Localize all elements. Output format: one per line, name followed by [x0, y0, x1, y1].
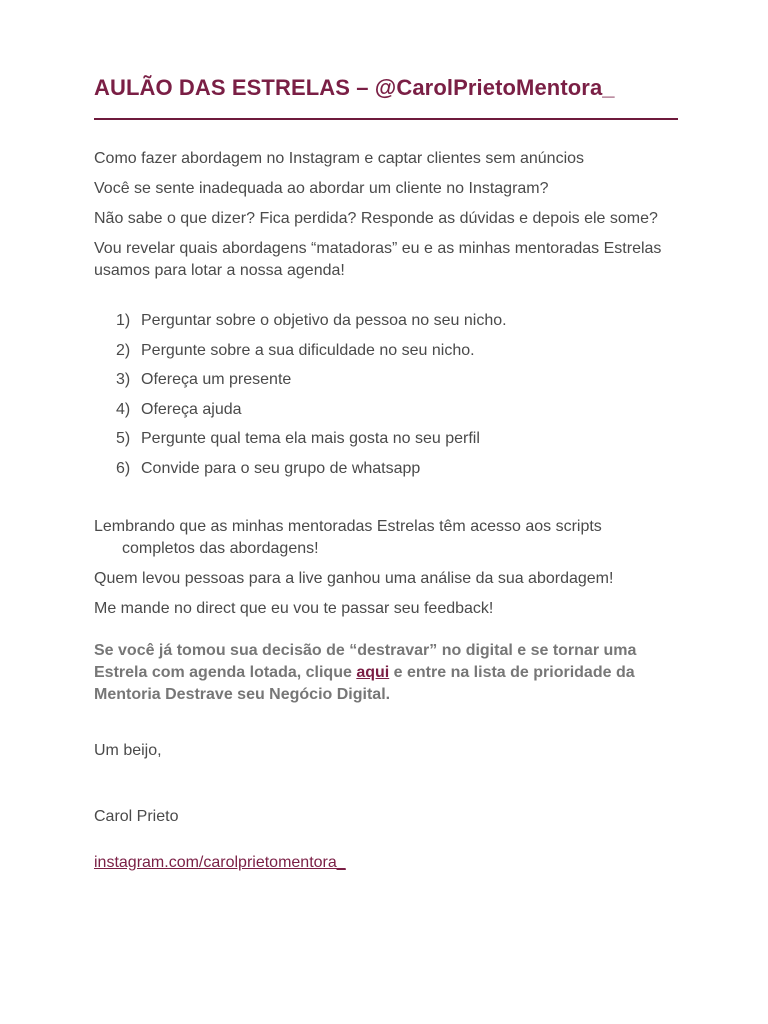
list-item-number: 4)	[116, 400, 131, 418]
list-item-text: Perguntar sobre o objetivo da pessoa no seu nicho.	[141, 312, 507, 329]
cta-text-before: Se você já tomou sua decisão de “destravar” no digital e se tornar uma Estrela com agenda lotada, clique	[94, 641, 637, 681]
list-item	[116, 310, 678, 332]
list-item	[116, 458, 678, 480]
intro-headline: Como fazer abordagem no Instagram e captar clientes sem anúncios	[94, 150, 585, 167]
cta-text-after: e entre na lista de prioridade da Mentoria Destrave seu Negócio Digital.	[94, 663, 635, 703]
intro-question-1: Você se sente inadequada ao abordar um cliente no Instagram?	[94, 180, 549, 197]
intro-promise: Vou revelar quais abordagens “matadoras” eu e as minhas mentoradas Estrelas usamos para lotar a nossa agenda!	[94, 240, 662, 279]
title-divider	[94, 118, 678, 120]
instagram-profile-link[interactable]: instagram.com/carolprietomentora_	[94, 853, 346, 871]
list-item-number: 1)	[116, 312, 131, 329]
list-item-number: 5)	[116, 430, 131, 447]
list-item	[116, 369, 678, 391]
list-item-number: 6)	[116, 459, 131, 477]
list-item	[116, 428, 678, 450]
outro-section	[94, 516, 678, 620]
cta-link[interactable]: aqui	[356, 663, 390, 681]
list-item	[116, 340, 678, 362]
outro-direct-note: Me mande no direct que eu vou te passar seu feedback!	[94, 599, 494, 617]
intro-section	[94, 148, 678, 282]
list-item	[116, 399, 678, 421]
approach-steps-list	[94, 310, 678, 480]
outro-live-note: Quem levou pessoas para a live ganhou uma análise da sua abordagem!	[94, 569, 614, 587]
closing-line: Um beijo,	[94, 741, 162, 759]
list-item-number: 2)	[116, 341, 131, 359]
list-item-text: Ofereça ajuda	[141, 400, 242, 418]
document-title: AULÃO DAS ESTRELAS – @CarolPrietoMentora_	[94, 75, 615, 100]
list-item-text: Pergunte sobre a sua dificuldade no seu nicho.	[141, 341, 475, 359]
call-to-action	[94, 640, 678, 706]
list-item-number: 3)	[116, 371, 131, 388]
outro-reminder: Lembrando que as minhas mentoradas Estrelas têm acesso aos scripts completos das abordagens!	[94, 517, 602, 557]
list-item-text: Ofereça um presente	[141, 371, 292, 388]
signature-name: Carol Prieto	[94, 807, 179, 825]
list-item-text: Pergunte qual tema ela mais gosta no seu perfil	[141, 430, 480, 447]
document-page	[94, 72, 678, 874]
list-item-text: Convide para o seu grupo de whatsapp	[141, 459, 421, 477]
intro-question-2: Não sabe o que dizer? Fica perdida? Responde as dúvidas e depois ele some?	[94, 210, 658, 227]
